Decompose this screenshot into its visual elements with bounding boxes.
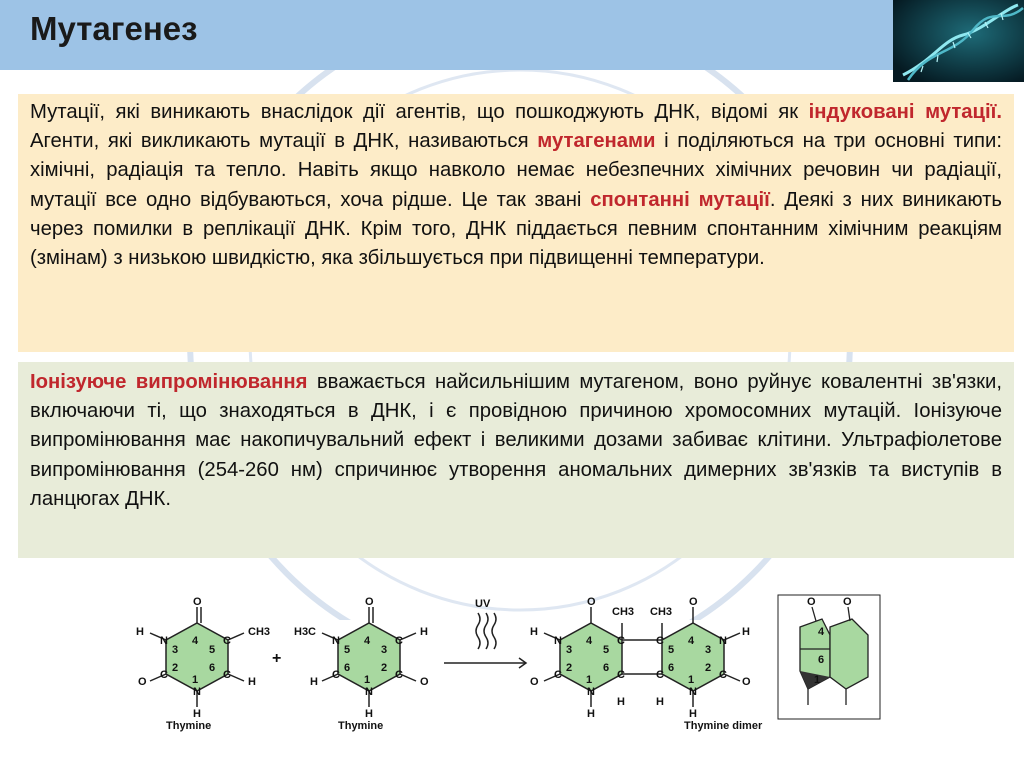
term-ionizing-radiation: Іонізуюче випромінювання — [30, 371, 308, 393]
atom-h: H — [420, 626, 428, 638]
atom-c: C — [719, 669, 727, 681]
atom-c: C — [395, 669, 403, 681]
atom-h: H — [656, 696, 664, 708]
atom-o: O — [138, 676, 147, 688]
atom-c: C — [395, 635, 403, 647]
pos-3: 3 — [566, 644, 573, 656]
methyl-group: H3C — [294, 626, 317, 638]
label-thymine-dimer: Thymine dimer — [684, 720, 763, 732]
atom-c: C — [223, 635, 231, 647]
text: Мутації, які виникають внаслідок дії агентів, що пошкоджують ДНК, відомі як — [30, 101, 809, 123]
pos-2: 2 — [172, 662, 179, 674]
atom-o: O — [742, 676, 751, 688]
paragraph-induced-mutations — [18, 94, 1014, 352]
pos-5: 5 — [209, 644, 216, 656]
pos-6: 6 — [603, 662, 610, 674]
thymine-dimer-diagram — [0, 585, 1024, 767]
uv-label: UV — [475, 598, 491, 610]
atom-c: C — [656, 669, 664, 681]
pos-2: 2 — [381, 662, 388, 674]
dimer-3d-structure — [778, 595, 880, 719]
text: . Деякі з них виникають через помилки в реплікації ДНК. Крім того, ДНК піддається певним спонтанним хімічним реакціям (змінам) з низькою швидкістю, яка збільшується при підвищенні температури. — [30, 188, 1003, 270]
pos-6: 6 — [668, 662, 675, 674]
pos-1: 1 — [192, 674, 199, 686]
pos-6: 6 — [344, 662, 351, 674]
atom-n: N — [554, 635, 562, 647]
pos-2: 2 — [705, 662, 712, 674]
dna-helix-image — [893, 0, 1024, 82]
atom-h: H — [193, 708, 201, 720]
pos-6: 6 — [209, 662, 216, 674]
pos-3: 3 — [705, 644, 712, 656]
atom-o: O — [365, 596, 374, 608]
pos-4: 4 — [688, 635, 695, 647]
atom-o: O — [530, 676, 539, 688]
page-title: Мутагенез — [30, 10, 198, 47]
atom-h: H — [587, 708, 595, 720]
atom-n: N — [587, 686, 595, 698]
atom-h: H — [689, 708, 697, 720]
atom-o: O — [843, 596, 852, 608]
pos-1: 1 — [364, 674, 371, 686]
pos-1: 1 — [586, 674, 593, 686]
label-thymine-2: Thymine — [338, 720, 384, 732]
atom-n: N — [719, 635, 727, 647]
text: вважається найсильнішим мутагеном, воно руйнує ковалентні зв'язки, включаючи ті, що знаходяться в ДНК, і є провідною причиною хромосомних мутацій. Іонізуюче випромінювання має накопичувальний ефект і великими дозами забиває клітини. Ультрафіолетове випромінювання (254-260 нм) спричинює утворення аномальних димерних зв'язків та виступів в ланцюгах ДНК. — [30, 371, 1002, 510]
atom-o: O — [420, 676, 429, 688]
pos-4: 4 — [364, 635, 371, 647]
text: Агенти, які викликають мутації в ДНК, називаються — [30, 130, 538, 153]
atom-n: N — [365, 686, 373, 698]
pos-5: 5 — [603, 644, 610, 656]
atom-c: C — [332, 669, 340, 681]
term-spontaneous-mutations: спонтанні мутації — [590, 188, 770, 211]
atom-c: C — [223, 669, 231, 681]
pos-3: 3 — [381, 644, 388, 656]
plus-sign: + — [272, 650, 282, 667]
methyl-group: CH3 — [612, 606, 635, 618]
pos-4: 4 — [192, 635, 199, 647]
atom-h: H — [530, 626, 538, 638]
atom-n: N — [689, 686, 697, 698]
atom-n: N — [193, 686, 201, 698]
atom-c: C — [656, 635, 664, 647]
atom-o: O — [587, 596, 596, 608]
methyl-group: CH3 — [650, 606, 673, 618]
atom-h: H — [365, 708, 373, 720]
atom-c: C — [617, 669, 625, 681]
atom-c: C — [160, 669, 168, 681]
atom-c: C — [617, 635, 625, 647]
atom-h: H — [742, 626, 750, 638]
text: і поділяються на три основні типи: хімічні, радіація та тепло. Навіть якщо навколо немає небезпечних хімічних речовин чи радіації, мутації все одно відбуваються, хоча рідше. Це так звані — [30, 130, 1002, 211]
term-mutagens: мутагенами — [537, 130, 656, 153]
atom-h: H — [617, 696, 625, 708]
term-induced-mutations: індуковані мутації. — [808, 101, 1002, 123]
pos-6: 6 — [818, 654, 825, 666]
pos-4: 4 — [818, 626, 825, 638]
atom-h: H — [136, 626, 144, 638]
pos-2: 2 — [566, 662, 573, 674]
pos-5: 5 — [344, 644, 351, 656]
pos-3: 3 — [172, 644, 179, 656]
methyl-group: CH3 — [248, 626, 271, 638]
atom-h: H — [310, 676, 318, 688]
atom-n: N — [160, 635, 168, 647]
atom-o: O — [689, 596, 698, 608]
pos-1: 1 — [688, 674, 695, 686]
label-thymine-1: Thymine — [166, 720, 212, 732]
atom-c: C — [554, 669, 562, 681]
atom-o: O — [807, 596, 816, 608]
atom-o: O — [193, 596, 202, 608]
atom-h: H — [248, 676, 256, 688]
pos-5: 5 — [668, 644, 675, 656]
pos-1: 1 — [814, 674, 821, 686]
pos-4: 4 — [586, 635, 593, 647]
paragraph-ionizing-radiation — [18, 362, 1014, 558]
atom-n: N — [332, 635, 340, 647]
